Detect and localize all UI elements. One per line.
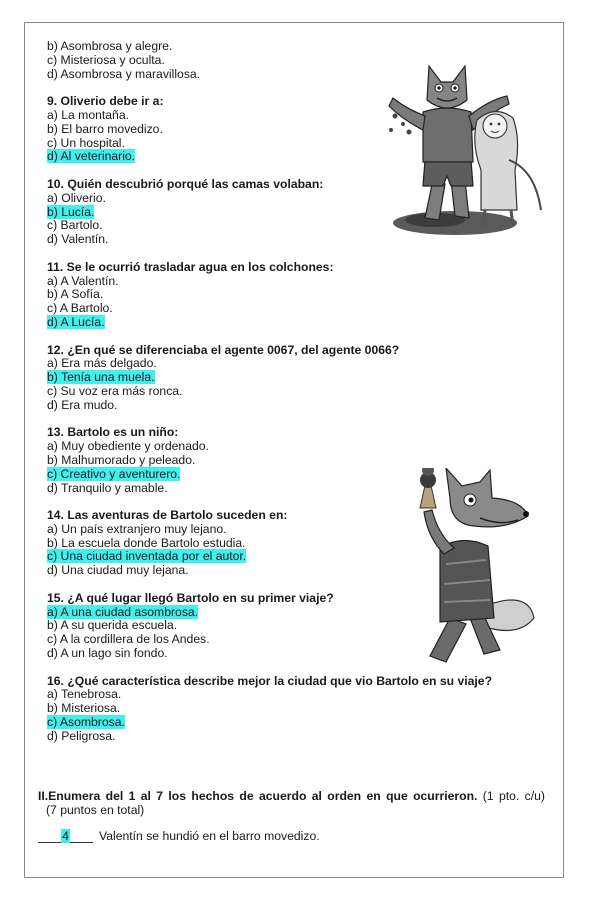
section-two-instruction: II.Enumera del 1 al 7 los hechos de acuerdo al orden en que ocurrieron. [38, 789, 478, 803]
answer-option[interactable] [47, 275, 557, 289]
option-label: d) Peligrosa. [47, 728, 116, 743]
option-label: b) Lucía. [47, 204, 95, 219]
option-label: c) A la cordillera de los Andes. [47, 632, 210, 647]
cat-and-girl-illustration [385, 60, 555, 240]
sequence-item-text: Valentín se hundió en el barro movedizo. [99, 829, 320, 843]
option-label: d) Asombrosa y maravillosa. [47, 66, 201, 81]
option-label: b) A su querida escuela. [47, 618, 178, 633]
option-label: a) Un país extranjero muy lejano. [47, 521, 227, 536]
question-title: 15. ¿A qué lugar llegó Bartolo en su primer viaje? [47, 590, 334, 605]
answer-option[interactable] [47, 716, 557, 730]
question-block [47, 675, 557, 744]
answer-option[interactable] [47, 316, 557, 330]
answer-option[interactable] [47, 399, 557, 413]
section-two-heading [38, 789, 545, 803]
option-label: c) Su voz era más ronca. [47, 383, 183, 398]
option-label: c) Asombrosa. [47, 715, 125, 730]
option-label: a) La montaña. [47, 107, 129, 122]
option-label: d) Tranquilo y amable. [47, 480, 168, 495]
question-title: 13. Bartolo es un niño: [47, 425, 179, 440]
question-title: 9. Oliverio debe ir a: [47, 94, 164, 109]
option-label: c) A Bartolo. [47, 301, 113, 316]
option-label: b) El barro movedizo. [47, 121, 163, 136]
option-label: c) Un hospital. [47, 135, 125, 150]
fox-with-ice-cream-illustration [410, 468, 540, 668]
answer-option[interactable] [47, 40, 557, 54]
question-title: 16. ¿Qué característica describe mejor la ciudad que vio Bartolo en su viaje? [47, 673, 493, 688]
answer-option[interactable] [47, 357, 557, 371]
answer-option[interactable] [47, 688, 557, 702]
option-label: d) Valentín. [47, 232, 109, 247]
section-two-total: (7 puntos en total) [46, 803, 145, 817]
answer-option[interactable] [47, 371, 557, 385]
option-label: c) Bartolo. [47, 218, 103, 233]
option-label: b) A Sofía. [47, 287, 104, 302]
option-label: b) La escuela donde Bartolo estudia. [47, 535, 246, 550]
question-title: 12. ¿En qué se diferenciaba el agente 0067, del agente 0066? [47, 342, 400, 357]
option-label: c) Creativo y aventurero. [47, 466, 181, 481]
question-title: 11. Se le ocurrió trasladar agua en los colchones: [47, 259, 334, 274]
section-two [38, 789, 545, 817]
option-label: a) Oliverio. [47, 190, 106, 205]
option-label: a) Muy obediente y ordenado. [47, 439, 209, 454]
section-two-points: (1 pto. c/u) [482, 789, 545, 803]
sequence-item [38, 829, 320, 843]
option-label: b) Malhumorado y peleado. [47, 452, 196, 467]
option-label: d) Al veterinario. [47, 149, 136, 164]
option-label: d) Una ciudad muy lejana. [47, 563, 189, 578]
answer-number: 4 [62, 829, 69, 843]
option-label: b) Tenía una muela. [47, 370, 155, 385]
option-label: c) Una ciudad inventada por el autor. [47, 549, 247, 564]
option-label: d) A Lucía. [47, 314, 105, 329]
answer-option[interactable] [47, 702, 557, 716]
answer-option[interactable] [47, 454, 557, 468]
question-title: 14. Las aventuras de Bartolo suceden en: [47, 508, 288, 523]
option-label: d) Era mudo. [47, 397, 118, 412]
question-block [47, 344, 557, 413]
option-label: d) A un lago sin fondo. [47, 646, 168, 661]
answer-option[interactable] [47, 385, 557, 399]
question-title: 10. Quién descubrió porqué las camas volaban: [47, 176, 324, 191]
option-label: c) Misteriosa y oculta. [47, 52, 165, 67]
option-label: a) A Valentín. [47, 273, 119, 288]
answer-option[interactable] [47, 730, 557, 744]
option-label: a) Tenebrosa. [47, 687, 122, 702]
answer-option[interactable] [47, 302, 557, 316]
option-label: a) Era más delgado. [47, 356, 157, 371]
question-block [47, 261, 557, 330]
option-label: b) Misteriosa. [47, 701, 121, 716]
option-label: b) Asombrosa y alegre. [47, 39, 173, 53]
answer-option[interactable] [47, 440, 557, 454]
answer-blank[interactable] [38, 829, 93, 843]
answer-option[interactable] [47, 288, 557, 302]
option-label: a) A una ciudad asombrosa. [47, 604, 199, 619]
